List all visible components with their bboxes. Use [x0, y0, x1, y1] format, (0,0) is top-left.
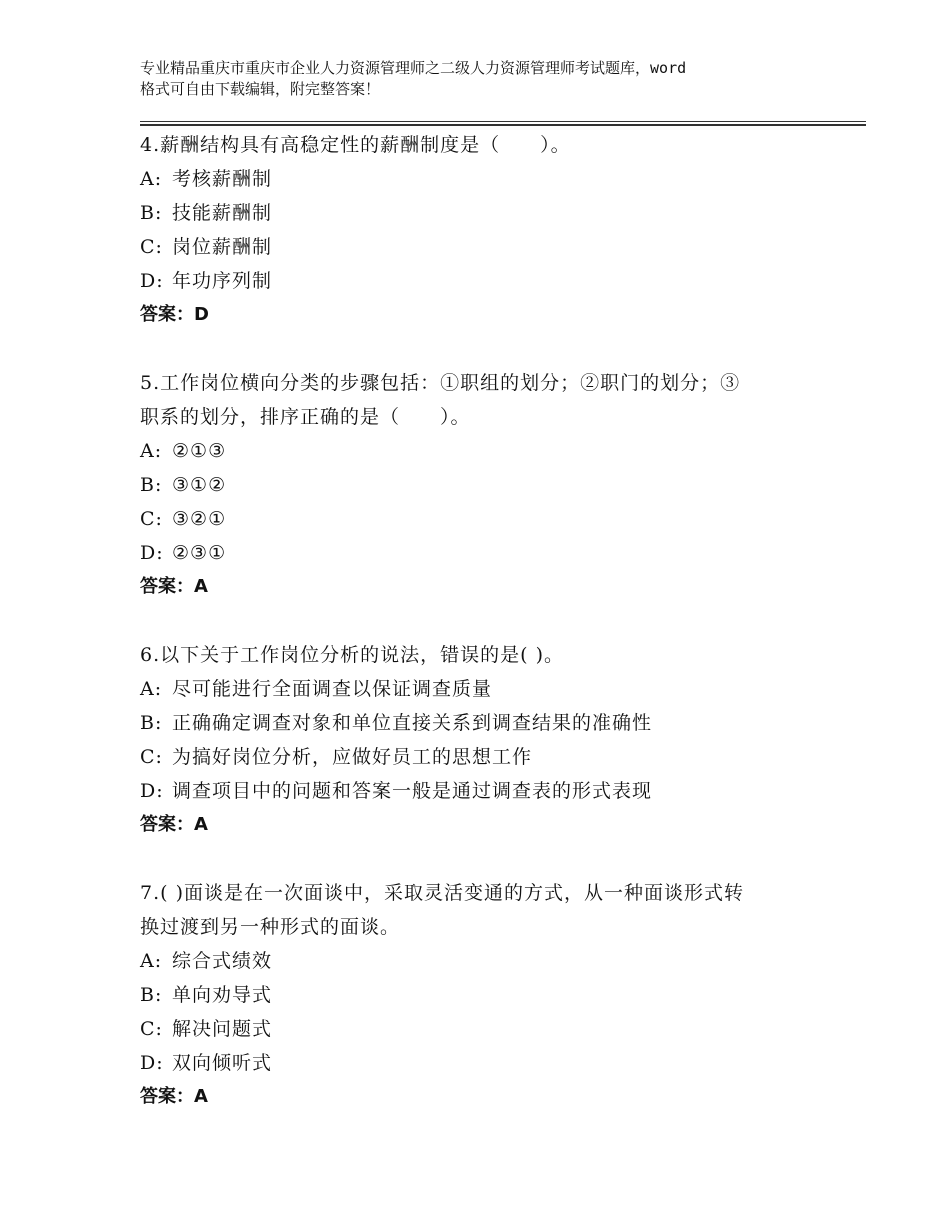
answer-label: 答案：A: [140, 576, 208, 597]
option-text: 尽可能进行全面调查以保证调查质量: [172, 678, 493, 700]
answer-label: 答案：A: [140, 1086, 208, 1107]
option-d: [140, 264, 840, 298]
option-a: [140, 944, 840, 978]
option-text: 岗位薪酬制: [172, 236, 273, 258]
option-letter: C:: [140, 236, 163, 258]
option-text: 单向劝导式: [172, 984, 273, 1006]
option-text: 正确确定调查对象和单位直接关系到调查结果的准确性: [172, 712, 653, 734]
option-a: [140, 672, 840, 706]
option-text: 解决问题式: [172, 1018, 273, 1040]
option-letter: D:: [140, 542, 164, 564]
question-4: [140, 128, 840, 332]
question-line: 4.薪酬结构具有高稳定性的薪酬制度是（ ）。: [140, 134, 571, 156]
option-text: 为搞好岗位分析，应做好员工的思想工作: [172, 746, 533, 768]
option-text: 综合式绩效: [172, 950, 273, 972]
question-line: 换过渡到另一种形式的面谈。: [140, 916, 401, 938]
question-text: [140, 128, 840, 162]
option-letter: C:: [140, 508, 163, 530]
answer-label: 答案：D: [140, 304, 209, 325]
option-letter: B:: [140, 712, 163, 734]
option-d: [140, 1046, 840, 1080]
option-text: 年功序列制: [172, 270, 273, 292]
option-b: [140, 468, 840, 502]
option-d: [140, 536, 840, 570]
option-text: 技能薪酬制: [172, 202, 273, 224]
option-text: 考核薪酬制: [172, 168, 273, 190]
option-text: ③②①: [172, 508, 227, 530]
question-spacer: [140, 842, 840, 876]
option-c: [140, 740, 840, 774]
question-spacer: [140, 332, 840, 366]
question-spacer: [140, 604, 840, 638]
option-letter: D:: [140, 780, 164, 802]
option-letter: A:: [140, 678, 163, 700]
header-divider-thin: [140, 121, 866, 122]
question-7: [140, 876, 840, 1114]
option-b: [140, 196, 840, 230]
answer-label: 答案：A: [140, 814, 208, 835]
question-line: 7.( )面谈是在一次面谈中，采取灵活变通的方式，从一种面谈形式转: [140, 882, 744, 904]
option-a: [140, 434, 840, 468]
question-line: 6.以下关于工作岗位分析的说法，错误的是( )。: [140, 644, 564, 666]
option-letter: D:: [140, 1052, 164, 1074]
option-letter: B:: [140, 984, 163, 1006]
question-line: 职系的划分，排序正确的是（ ）。: [140, 406, 471, 428]
option-letter: A:: [140, 950, 163, 972]
option-c: [140, 502, 840, 536]
option-b: [140, 978, 840, 1012]
option-text: 调查项目中的问题和答案一般是通过调查表的形式表现: [172, 780, 653, 802]
header-divider-thick: [140, 124, 866, 126]
option-text: ③①②: [172, 474, 227, 496]
question-6: [140, 638, 840, 842]
option-text: ②③①: [172, 542, 227, 564]
option-text: ②①③: [172, 440, 227, 462]
question-text: [140, 638, 840, 672]
option-b: [140, 706, 840, 740]
option-a: [140, 162, 840, 196]
option-letter: A:: [140, 168, 163, 190]
question-5: [140, 366, 840, 604]
header-line-2: 格式可自由下载编辑，附完整答案！: [140, 80, 381, 98]
option-letter: B:: [140, 474, 163, 496]
option-letter: B:: [140, 202, 163, 224]
question-line: 5.工作岗位横向分类的步骤包括：①职组的划分；②职门的划分；③: [140, 372, 741, 394]
header-line-1: 专业精品重庆市重庆市企业人力资源管理师之二级人力资源管理师考试题库，word: [140, 59, 687, 77]
question-text: [140, 876, 840, 944]
question-text: [140, 366, 840, 434]
document-header: [140, 58, 830, 100]
option-c: [140, 1012, 840, 1046]
option-letter: C:: [140, 1018, 163, 1040]
option-d: [140, 774, 840, 808]
option-letter: D:: [140, 270, 164, 292]
option-text: 双向倾听式: [172, 1052, 273, 1074]
question-list: [140, 128, 840, 1114]
option-c: [140, 230, 840, 264]
option-letter: A:: [140, 440, 163, 462]
option-letter: C:: [140, 746, 163, 768]
